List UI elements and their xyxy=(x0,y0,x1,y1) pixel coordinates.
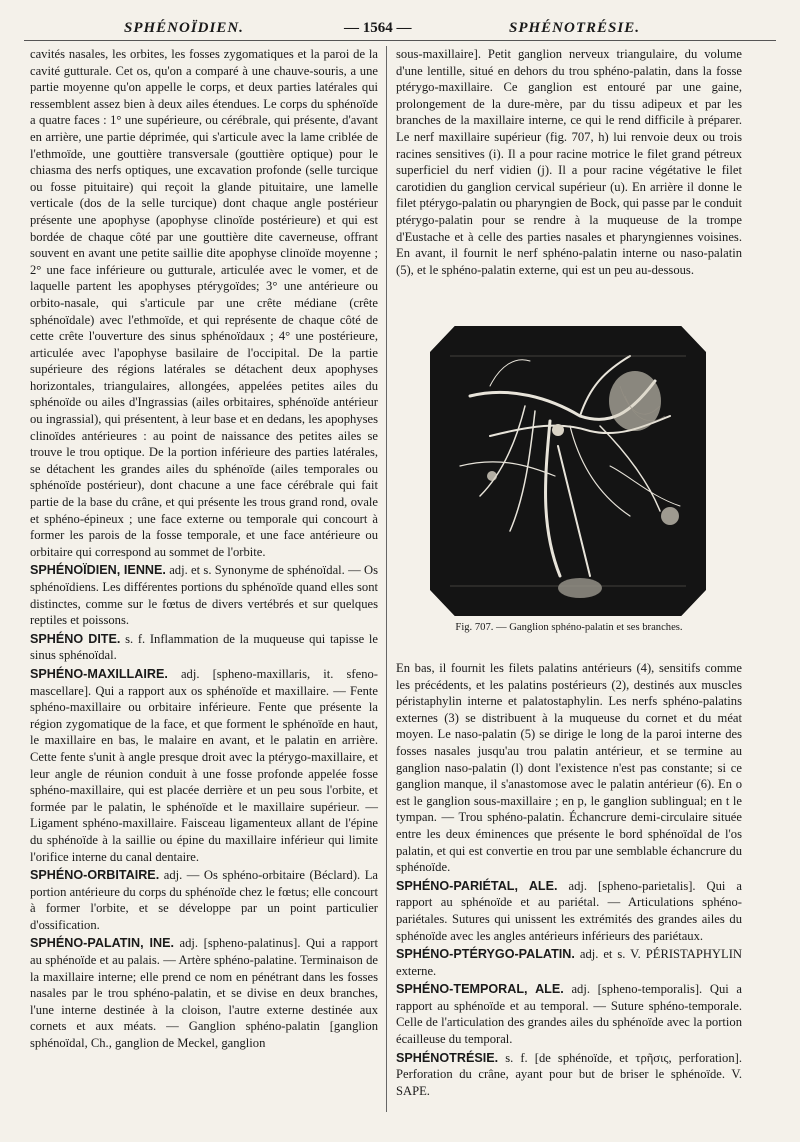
column-divider xyxy=(386,46,387,1112)
headword: SPHÉNO-TEMPORAL, ALE. xyxy=(396,982,564,997)
headword: SPHÉNO-PALATIN, INE. xyxy=(30,936,174,951)
anatomical-engraving xyxy=(430,326,706,616)
left-column xyxy=(30,46,378,1052)
figure-caption: Fig. 707. — Ganglion sphéno-palatin et ses branches. xyxy=(455,622,683,633)
headword: SPHÉNO-MAXILLAIRE. xyxy=(30,666,168,681)
headword: SPHÉNO-PTÉRYGO-PALATIN. xyxy=(396,947,575,962)
entry-spheno-parietal xyxy=(396,878,742,944)
definition: adj. — Os sphéno-orbitaire (Béclard). La portion antérieure du corps du sphénoïde chez le fœtus; elle concourt à former l'orbite, et se développe par un point particulier d'ossification. xyxy=(30,868,378,932)
entry-spheno-maxillaire xyxy=(30,666,378,865)
definition: adj. [spheno-parietalis]. Qui a rapport au sphénoïde et au pariétal. — Articulations sphéno-pariétales. Sutures qui unissent les extrémités des grandes ailes du sphénoïde avec les angles antérieurs inférieurs des pariétaux. xyxy=(396,878,742,943)
definition: adj. [spheno-maxillaris, it. sfeno-mascellare]. Qui a rapport aux os sphénoïde et maxillaire. — Fente sphéno-maxillaire ou orbitaire inférieure. Fente que présente la région zygomatique de la face, et que forment le sphénoïde en haut, le maxillaire en bas, le malaire en avant, et le palatin en arrière. Cette fente s'unit à angle presque droit avec la ptérygo-maxillaire, et leur angle de réunion conduit à une fosse profonde appelée fosse sphéno-maxillaire, qui est placée derrière et un peu sous l'orbite, et formée par le palatin, le sphénoïde et le maxillaire supérieur. — Ligament sphéno-maxillaire. Faisceau ligamenteux allant de l'épine du sphénoïde à la saillie ou épine du maxillaire inférieur qui limite l'orifice interne du canal dentaire. xyxy=(30,666,378,864)
header-rule xyxy=(24,40,776,41)
headword: SPHÉNOÏDIEN, IENNE. xyxy=(30,563,166,578)
definition: adj. et s. Synonyme de sphénoïdal. — Os sphénoïdiens. Les différentes portions du sphénoïde quand elles sont distinctes, comme sur le fœtus de divers vertébrés et sur quelques reptiles et poissons. xyxy=(30,563,378,628)
entry-spheno-temporal xyxy=(396,981,742,1047)
header-left-word: SPHÉNOÏDIEN. xyxy=(124,20,244,36)
headword: SPHÉNO DITE. xyxy=(30,631,121,646)
headword: SPHÉNO-PARIÉTAL, ALE. xyxy=(396,878,558,893)
definition: adj. et s. V. PÉRISTAPHYLIN externe. xyxy=(396,947,742,978)
ganglion-illustration xyxy=(430,326,706,616)
ganglion-branches-description: En bas, il fournit les filets palatins antérieurs (4), sensitifs comme les précédents, et les palatins postérieurs (2), destinés aux muscles péristaphylin interne et palatostaphylin. Les nerfs sphéno-palatins externes (3) se distribuent à la muqueuse du cornet et du méat moyen. Le naso-palatin (5) se dirige le long de la paroi interne des fosses nasales jusqu'au trou palatin antérieur, et se termine au ganglion naso-palatin (l) dont l'existence n'est pas constante; si ce ganglion manque, il s'anastomose avec le palatin antérieur (6). En o est le ganglion sous-maxillaire ; en p, le ganglion sublingual; en t le tympan. — Trou sphéno-palatin. Échancrure demi-circulaire située entre les deux éminences que présente le bord sphénoïdal de l'os palatin, et qui est convertie en trou par une semblable échancrure du sphénoïde. xyxy=(396,661,742,875)
entry-spheno-pterygo-palatin xyxy=(396,946,742,979)
definition: s. f. Inflammation de la muqueuse qui tapisse le sinus sphénoïdal. xyxy=(30,631,378,663)
header-right-word: SPHÉNOTRÉSIE. xyxy=(509,20,640,36)
headword: SPHÉNO-ORBITAIRE. xyxy=(30,868,160,883)
right-column-bottom xyxy=(396,660,742,1099)
definition: adj. [spheno-temporalis]. Qui a rapport au sphénoïde et au temporal. — Suture sphéno-temporale. Celle de l'articulation des grandes ailes du sphénoïde avec la portion écailleuse du temporal. xyxy=(396,982,742,1047)
definition: s. f. [de sphénoïde, et τρῆσις, perforation]. Perforation du crâne, ayant pour but de briser le sphénoïde. V. SAPE. xyxy=(396,1050,742,1098)
headword: SPHÉNOTRÉSIE. xyxy=(396,1050,499,1065)
entry-spheno-palatin xyxy=(30,935,378,1051)
right-column-top xyxy=(396,46,742,278)
page-number: — 1564 — xyxy=(344,20,412,36)
running-header xyxy=(24,14,776,42)
entry-spheno-orbitaire xyxy=(30,867,378,933)
entry-sphenodite xyxy=(30,631,378,664)
entry-sphenotresie xyxy=(396,1050,742,1100)
definition: adj. [spheno-palatinus]. Qui a rapport au sphénoïde et au palais. — Artère sphéno-palatine. Terminaison de la maxillaire interne; elle prend ce nom en pénétrant dans les fosses nasales par le trou sphéno-palatin, et se divise en deux branches, l'une interne destinée à la cloison, l'autre externe destinée aux cornets et aux méats. — Ganglion sphéno-palatin [ganglion sphénoïdal, Ch., ganglion de Meckel, ganglion xyxy=(30,936,379,1051)
entry-sphenoidien xyxy=(30,562,378,628)
sphenoide-description: cavités nasales, les orbites, les fosses zygomatiques et la paroi de la cavité gutturale. Cet os, qu'on a comparé à une chauve-souris, a une partie moyenne qu'on appelle le corps, et deux parties latérales qui ressemblent assez bien à deux ailes étendues. Le corps du sphénoïde a quatre faces : 1° une supérieure, ou cérébrale, qui présente, d'avant en arrière, une partie déprimée, qui s'articule avec la lame criblée de l'ethmoïde, une gouttière transversale (gouttière optique) pour le chiasma des nerfs optiques, une excavation profonde (selle turcique ou fosse pituitaire) qui reçoit la glande pituitaire, une lamelle verticale (dos de la selle turcique) dont chaque angle postérieur présente une apophyse (apophyse clinoïde postérieure) et qui est bordée de chaque côté par une gouttière dite caverneuse, offrant souvent en avant une petite saillie dite apophyse clinoïde moyenne ; 2° une face inférieure ou gutturale, articulée avec le vomer, et de laquelle partent les apophyses ptérygoïdes; 3° une antérieure ou orbito-nasale, qui s'articule par une crête médiane (crête sphénoïdale) avec l'ethmoïde, et qui représente de chaque côté de cette crête l'ouverture des sinus sphénoïdaux ; 4° une postérieure, articulée avec l'apophyse basilaire de l'occipital. De la partie supérieure des régions latérales se détachent deux apophyses horizontales, triangulaires, allongées, appelées petites ailes du sphénoïde ou ailes d'Ingrassias (ailes orbitaires, sphénoïde antérieur ou ingrassial), qui présentent, à leur base et en dedans, les apophyses clinoïdes antérieures : au point de naissance des petites ailes se trouve le trou optique. De la portion inférieure des parties latérales, se détachent les grandes ailes du sphénoïde (ailes temporales ou sphénoïde postérieur), dont chacune a une face cérébrale qui fait partie de la base du crâne, et qui présente les trous grand rond, ovale et sphéno-épineux ; une face externe ou temporale qui concourt à former les parois de la fosse temporale, et une face antérieure ou orbitaire qui correspond au sommet de l'orbite. xyxy=(30,47,378,559)
ganglion-description: sous-maxillaire]. Petit ganglion nerveux triangulaire, du volume d'une lentille, situé en dehors du trou sphéno-palatin, dans la fosse ptérygo-maxillaire. Ce ganglion est entouré par une gaine, prolongement de la dure-mère, par du tissu adipeux et par les branches de la maxillaire interne, ce qui le rend difficile à préparer. Le nerf maxillaire supérieur (fig. 707, h) lui renvoie deux ou trois racines sensitives (i). Il a pour racine motrice le filet grand pétreux superficiel du nerf vidien (j). Il a pour racine végétative le filet carotidien du ganglion cervical supérieur (u). En arrière il donne le filet ptérygo-palatin ou pharyngien de Bock, qui passe par le conduit ptérygo-palatin pour se rendre à la muqueuse de la trompe d'Eustache et à celle des parties nasales et pharyngiennes voisines. En avant, il fournit le nerf sphéno-palatin interne ou naso-palatin (5), et le sphéno-palatin externe, qui est un peu au-dessous. xyxy=(396,47,742,277)
